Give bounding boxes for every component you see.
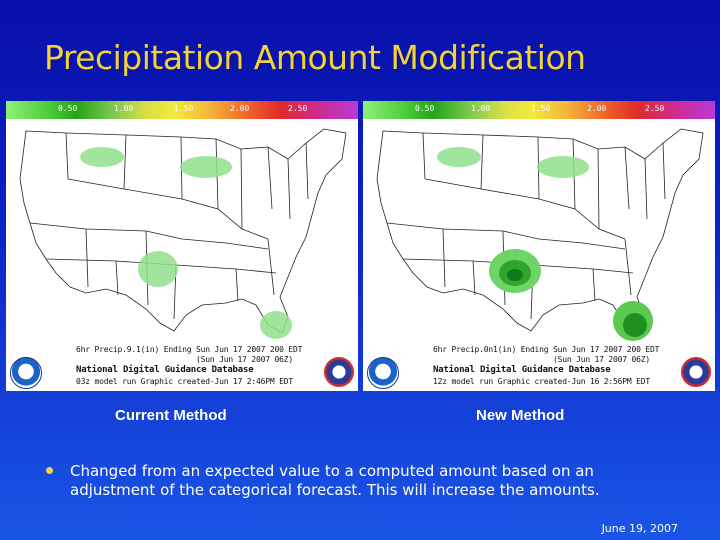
map-caption-line: 03z model run Graphic created-Jun 17 2:46PM EDT [76, 377, 293, 386]
noaa-logo-icon [367, 357, 399, 389]
noaa-logo-icon [10, 357, 42, 389]
nws-logo-icon [681, 357, 711, 387]
scale-label: 0.50 [58, 104, 78, 113]
scale-label: 1.50 [174, 104, 194, 113]
bullet-icon [46, 467, 53, 474]
scale-label: 2.00 [230, 104, 250, 113]
precip-map-current [6, 101, 358, 391]
scale-label: 0.50 [415, 104, 435, 113]
scale-label: 1.00 [471, 104, 491, 113]
map-caption-line: (Sun Jun 17 2007 06Z) [196, 355, 293, 364]
map-caption-line: National Digital Guidance Database [76, 365, 254, 375]
slide-date: June 19, 2007 [601, 522, 678, 535]
us-map-outline [6, 119, 358, 349]
bullet-text: Changed from an expected value to a computed amount based on an adjustment of the categorical forecast. This will increase the amounts. [70, 462, 600, 499]
scale-label: 2.50 [288, 104, 308, 113]
map-caption-line: (Sun Jun 17 2007 06Z) [553, 355, 650, 364]
new-method-label: New Method [476, 407, 565, 424]
scale-label: 2.00 [587, 104, 607, 113]
nws-logo-icon [324, 357, 354, 387]
slide-title: Precipitation Amount Modification [44, 38, 586, 77]
scale-label: 1.50 [531, 104, 551, 113]
map-caption-line: National Digital Guidance Database [433, 365, 611, 375]
precip-map-new [363, 101, 715, 391]
scale-label: 1.00 [114, 104, 134, 113]
map-caption-line: 6hr Precip.0n1(in) Ending Sun Jun 17 2007 200 EDT [433, 345, 660, 354]
current-method-label: Current Method [115, 407, 227, 424]
us-map-outline [363, 119, 715, 349]
map-caption-line: 6hr Precip.9.1(in) Ending Sun Jun 17 2007 200 EDT [76, 345, 303, 354]
map-caption-line: 12z model run Graphic created-Jun 16 2:56PM EDT [433, 377, 650, 386]
scale-label: 2.50 [645, 104, 665, 113]
